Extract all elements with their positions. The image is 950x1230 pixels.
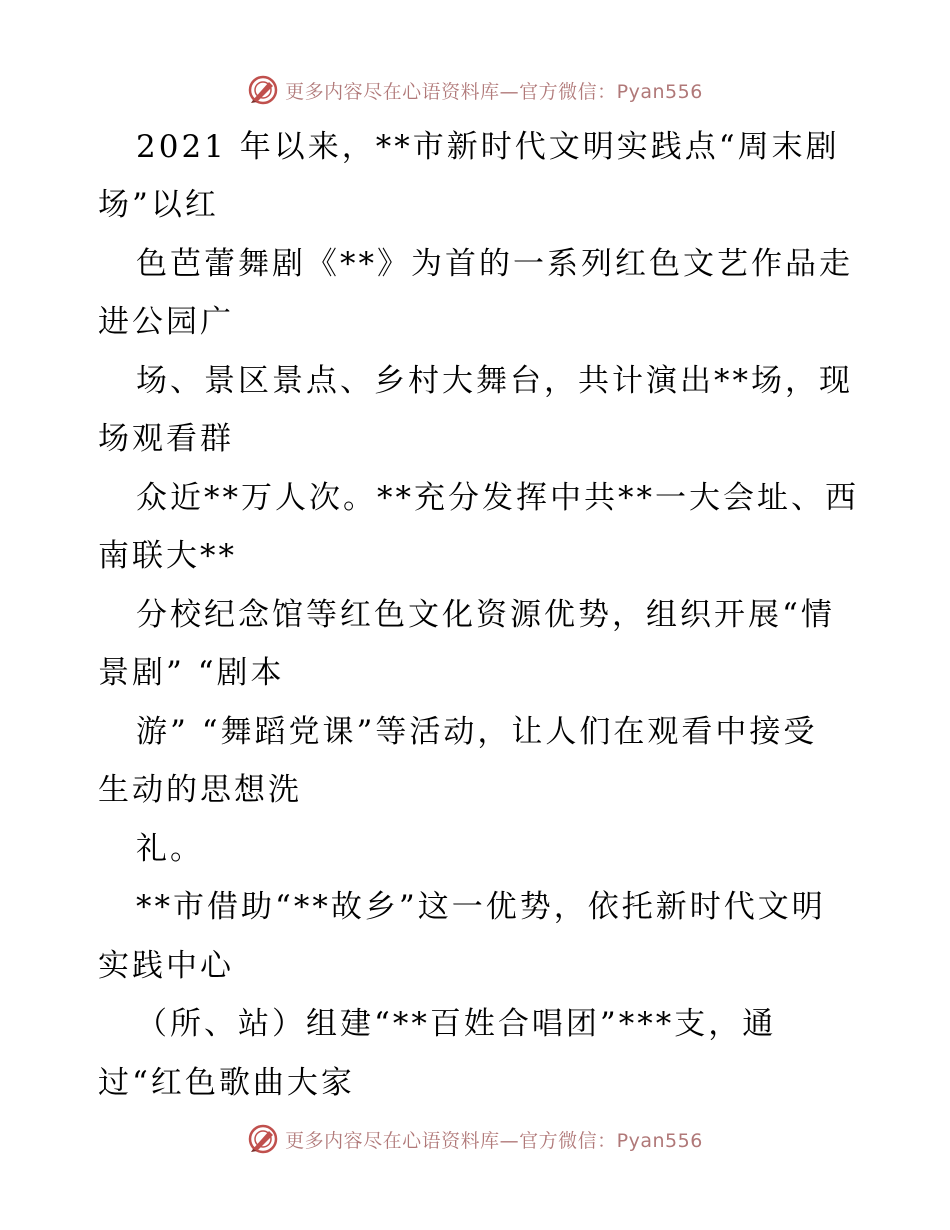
text-line: 礼。 (136, 831, 204, 867)
text-line: 场、景区景点、乡村大舞台，共计演出**场，现 (136, 363, 853, 399)
pen-logo-icon (247, 74, 279, 106)
text-line: 生动的思想洗 (98, 772, 302, 808)
text-line: （所、站）组建“**百姓合唱团”***支，通 (136, 1006, 777, 1042)
text-line: 2021 年以来，**市新时代文明实践点“周末剧 (136, 129, 840, 165)
text-line: 分校纪念馆等红色文化资源优势，组织开展“情 (136, 597, 835, 633)
text-line: 众近**万人次。**充分发挥中共**一大会址、西 (136, 480, 859, 516)
text-line: 南联大** (98, 538, 237, 574)
text-line: 实践中心 (98, 948, 234, 984)
text-line: 场”以红 (98, 187, 219, 223)
text-line: 进公园广 (98, 304, 234, 340)
header-banner (0, 70, 950, 110)
text-line: 游” “舞蹈党课”等活动，让人们在观看中接受 (136, 714, 818, 750)
footer-banner-text: 更多内容尽在心语资料库—官方微信：Pyan556 (285, 1129, 703, 1152)
text-line: 场观看群 (98, 421, 234, 457)
footer-banner (0, 1119, 950, 1159)
pen-logo-icon (247, 1123, 279, 1155)
text-line: 色芭蕾舞剧《**》为首的一系列红色文艺作品走 (136, 246, 853, 282)
text-line: **市借助“**故乡”这一优势，依托新时代文明 (136, 889, 826, 925)
header-banner-text: 更多内容尽在心语资料库—官方微信：Pyan556 (285, 80, 703, 103)
text-line: 过“红色歌曲大家 (98, 1065, 355, 1101)
text-line: 景剧” “剧本 (98, 655, 285, 691)
